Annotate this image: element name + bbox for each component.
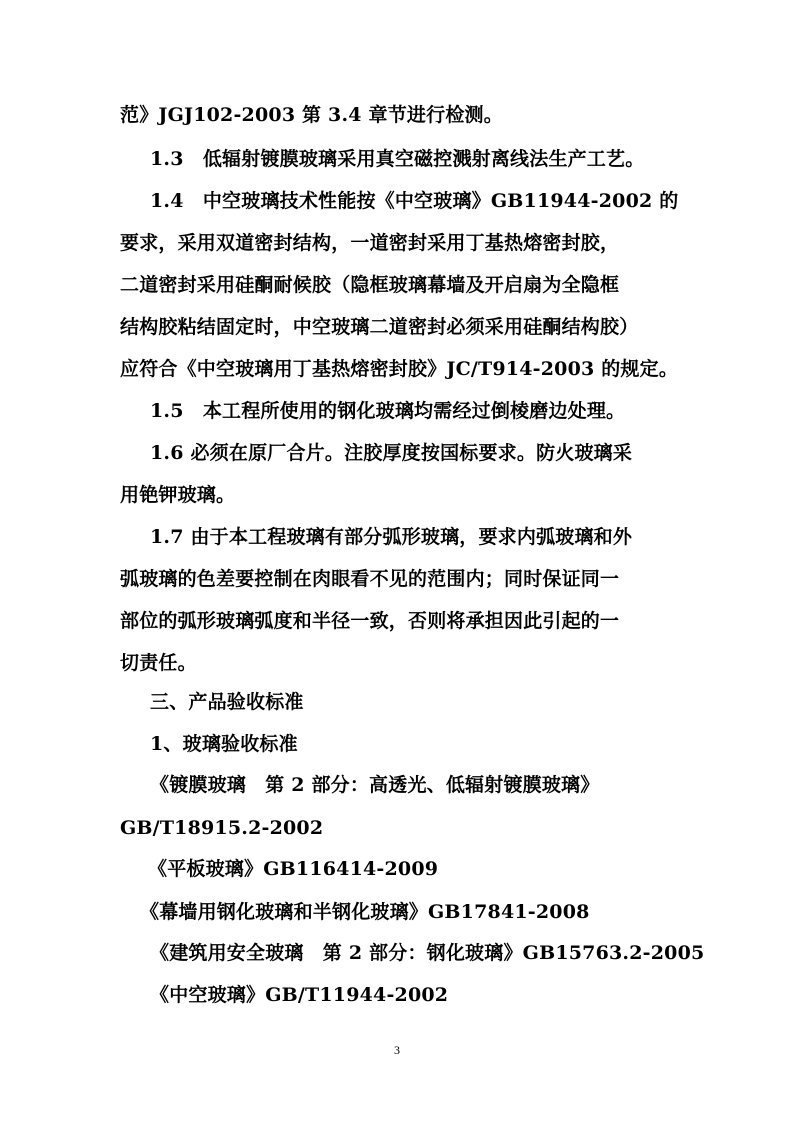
text-line-7: 应符合《中空玻璃用丁基热熔密封胶》JC/T914-2003 的规定。 <box>120 358 679 380</box>
text-line-11: 1.7 由于本工程玻璃有部分弧形玻璃，要求内弧玻璃和外 <box>150 526 633 548</box>
page-number: 3 <box>394 1043 400 1057</box>
subsection-heading: 1、玻璃验收标准 <box>150 733 298 755</box>
text-line-13: 部位的弧形玻璃弧度和半径一致，否则将承担因此引起的一 <box>120 610 620 632</box>
text-line-12: 弧玻璃的色差要控制在肉眼看不见的范围内；同时保证同一 <box>120 568 620 590</box>
text-line-5: 二道密封采用硅酮耐候胶（隐框玻璃幕墙及开启扇为全隐框 <box>120 274 620 296</box>
text-line-6: 结构胶粘结固定时，中空玻璃二道密封必须采用硅酮结构胶） <box>120 316 639 338</box>
standard-item-4: 《建筑用安全玻璃 第 2 部分：钢化玻璃》GB15763.2-2005 <box>150 942 705 964</box>
standard-item-3: 《幕墙用钢化玻璃和半钢化玻璃》GB17841-2008 <box>140 901 590 923</box>
text-line-4: 要求，采用双道密封结构，一道密封采用丁基热熔密封胶， <box>120 232 620 254</box>
text-line-8: 1.5 本工程所使用的钢化玻璃均需经过倒棱磨边处理。 <box>150 400 626 422</box>
section-heading: 三、产品验收标准 <box>150 691 304 713</box>
standard-item-5: 《中空玻璃》GB/T11944-2002 <box>150 984 449 1006</box>
standard-item-2: 《平板玻璃》GB116414-2009 <box>148 858 439 880</box>
standard-item-1: 《镀膜玻璃 第 2 部分：高透光、低辐射镀膜玻璃》 <box>150 774 600 796</box>
text-line-14: 切责任。 <box>120 652 197 674</box>
text-line-9: 1.6 必须在原厂合片。注胶厚度按国标要求。防火玻璃采 <box>150 442 633 464</box>
text-line-1: 范》JGJ102-2003 第 3.4 章节进行检测。 <box>120 104 503 126</box>
text-line-2: 1.3 低辐射镀膜玻璃采用真空磁控溅射离线法生产工艺。 <box>150 148 645 170</box>
standard-item-1-code: GB/T18915.2-2002 <box>120 817 324 839</box>
text-line-3: 1.4 中空玻璃技术性能按《中空玻璃》GB11944-2002 的 <box>150 190 679 212</box>
text-line-10: 用铯钾玻璃。 <box>120 484 236 506</box>
